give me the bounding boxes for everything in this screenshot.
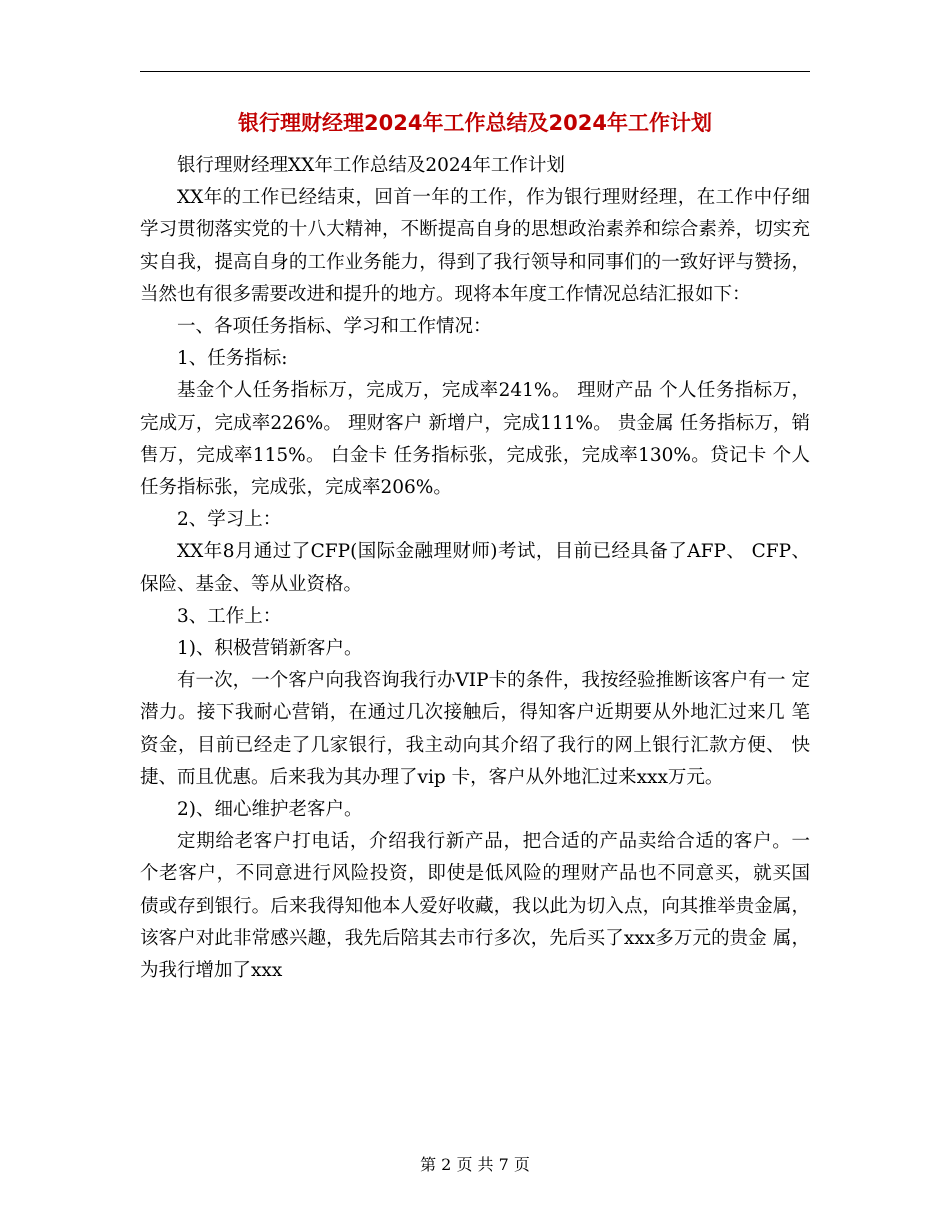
subsection-heading: 3、工作上：: [177, 605, 282, 627]
subtitle-paragraph: 银行理财经理XX年工作总结及2024年工作计划: [177, 155, 565, 176]
task-indicators-paragraph: 基金个人任务指标万，完成万，完成率241%。 理财产品 个人任务指标万，完成万，完成率226%。 理财客户 新增户，完成111%。 贵金属 任务指标万，销售万，完成率115%。 白金卡 任务指标张，完成张，完成率130%。贷记卡 个人任务指标张，完成张，完成率206%。: [140, 380, 810, 499]
item-heading: 2)、细心维护老客户。: [177, 799, 363, 821]
page-number: 第 2 页 共 7 页: [420, 1155, 530, 1174]
item-heading: 1)、积极营销新客户。: [177, 638, 363, 660]
document-body: [140, 150, 810, 987]
study-paragraph: XX年8月通过了CFP(国际金融理财师)考试，目前已经具备了AFP、 CFP、保险、基金、等从业资格。: [140, 541, 810, 595]
old-customer-paragraph: 定期给老客户打电话，介绍我行新产品，把合适的产品卖给合适的客户。一 个老客户，不同意进行风险投资，即使是低风险的理财产品也不同意买，就买国 债或存到银行。后来我得知他本人爱好收藏，我以此为切入点，向其推举贵金属， 该客户对此非常感兴趣，我先后陪其去市行多次，先后买了xxx多万元的贵金 属，为我行增加了xxx: [140, 831, 810, 982]
intro-paragraph: XX年的工作已经结束，回首一年的工作，作为银行理财经理，在工作中仔细学习贯彻落实党的十八大精神，不断提高自身的思想政治素养和综合素养，切实充实自我，提高自身的工作业务能力，得到了我行领导和同事们的一致好评与赞扬，当然也有很多需要改进和提升的地方。现将本年度工作情况总结汇报如下：: [140, 187, 810, 305]
new-customer-paragraph: 有一次，一个客户向我咨询我行办VIP卡的条件，我按经验推断该客户有一 定潜力。接下我耐心营销，在通过几次接触后，得知客户近期要从外地汇过来几 笔资金，目前已经走了几家银行，我主动向其介绍了我行的网上银行汇款方便、 快捷、而且优惠。后来我为其办理了vip 卡，客户从外地汇过来xxx万元。: [140, 670, 810, 788]
subsection-heading: 1、任务指标:: [177, 348, 288, 370]
header-rule: [140, 71, 810, 72]
section-heading: 一、各项任务指标、学习和工作情况：: [177, 316, 492, 338]
document-title: 银行理财经理2024年工作总结及2024年工作计划: [238, 111, 712, 135]
subsection-heading: 2、学习上：: [177, 509, 282, 531]
